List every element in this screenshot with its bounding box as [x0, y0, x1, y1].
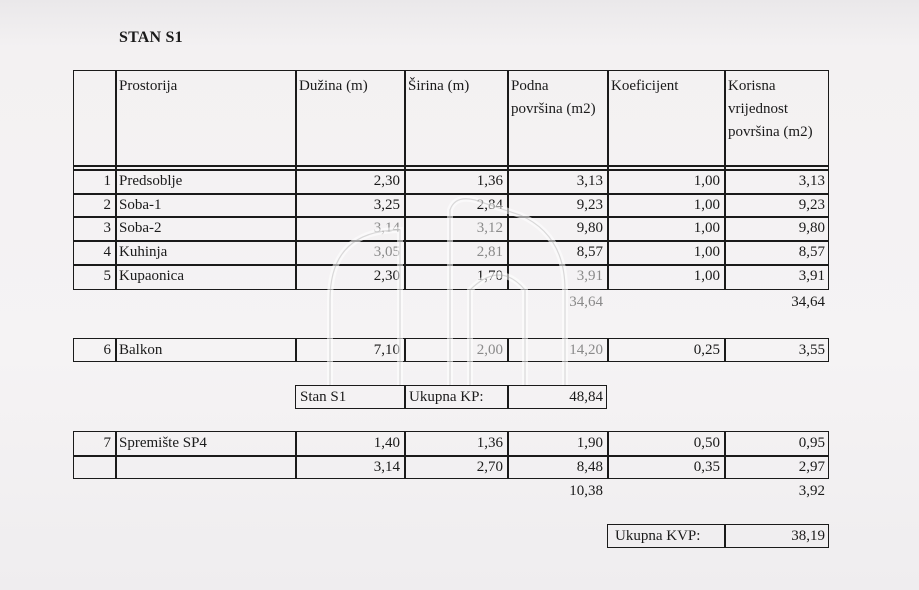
room-name: Kupaonica: [119, 268, 184, 284]
row-number: 5: [103, 268, 111, 284]
width-value: 2,00: [476, 342, 503, 358]
length-value: 3,14: [373, 220, 400, 236]
header-podna-povrsina: Podna površina (m2): [511, 78, 596, 117]
floor-area-value: 3,91: [576, 268, 603, 284]
usable-area-value: 9,23: [798, 197, 825, 213]
length-value: 1,40: [373, 435, 400, 451]
row-number: 1: [103, 173, 111, 189]
length-value: 2,30: [373, 268, 400, 284]
usable-area-subtotal: 34,64: [791, 294, 825, 310]
usable-area-value: 9,80: [798, 220, 825, 236]
coefficient-value: 1,00: [693, 244, 720, 260]
total-kvp-value: 38,19: [791, 528, 825, 544]
floor-area-value: 9,80: [576, 220, 603, 236]
length-value: 3,14: [373, 459, 400, 475]
coefficient-value: 1,00: [693, 173, 720, 189]
row-number: 7: [103, 435, 111, 451]
floor-area-value: 1,90: [576, 435, 603, 451]
width-value: 2,84: [476, 197, 503, 213]
usable-area-value: 3,55: [798, 342, 825, 358]
row-number: 2: [103, 197, 111, 213]
room-name: Spremište SP4: [119, 435, 207, 451]
room-name: Balkon: [119, 342, 163, 358]
coefficient-value: 1,00: [693, 268, 720, 284]
coefficient-value: 1,00: [693, 220, 720, 236]
floor-area-value: 9,23: [576, 197, 603, 213]
coefficient-value: 0,50: [693, 435, 720, 451]
floor-area-value: 3,13: [576, 173, 603, 189]
apartment-label: Stan S1: [300, 389, 347, 405]
length-value: 3,25: [373, 197, 400, 213]
length-value: 7,10: [373, 342, 400, 358]
header-koeficijent: Koeficijent: [611, 78, 679, 94]
length-value: 3,05: [373, 244, 400, 260]
width-value: 2,81: [476, 244, 503, 260]
floor-area-value: 8,48: [576, 459, 603, 475]
total-kp-value: 48,84: [569, 389, 603, 405]
room-name: Soba-2: [119, 220, 162, 236]
usable-area-value: 3,13: [798, 173, 825, 189]
header-sirina: Širina (m): [408, 78, 470, 94]
usable-area-value: 8,57: [798, 244, 825, 260]
coefficient-value: 0,35: [693, 459, 720, 475]
header-duzina: Dužina (m): [299, 78, 368, 94]
document-title: STAN S1: [119, 29, 183, 46]
width-value: 1,36: [476, 173, 503, 189]
length-value: 2,30: [373, 173, 400, 189]
floor-area-value: 14,20: [569, 342, 603, 358]
row-number: 3: [103, 220, 111, 236]
room-name: Soba-1: [119, 197, 162, 213]
usable-area-value: 3,91: [798, 268, 825, 284]
width-value: 1,36: [476, 435, 503, 451]
total-kp-label: Ukupna KP:: [409, 389, 484, 405]
room-name: Predsoblje: [119, 173, 183, 189]
row-number: 4: [103, 244, 111, 260]
row-number: 6: [103, 342, 111, 358]
floor-area-subtotal: 34,64: [569, 294, 603, 310]
room-name: Kuhinja: [119, 244, 168, 260]
width-value: 2,70: [476, 459, 503, 475]
usable-area-value: 2,97: [798, 459, 825, 475]
storage-floor-subtotal: 10,38: [569, 483, 603, 499]
usable-area-value: 0,95: [798, 435, 825, 451]
header-korisna-vrijednost: Korisna vrijednost površina (m2): [728, 78, 813, 140]
storage-usable-subtotal: 3,92: [798, 483, 825, 499]
header-prostorija: Prostorija: [119, 78, 178, 94]
floor-area-value: 8,57: [576, 244, 603, 260]
coefficient-value: 0,25: [693, 342, 720, 358]
width-value: 1,70: [476, 268, 503, 284]
total-kvp-label: Ukupna KVP:: [615, 528, 701, 544]
coefficient-value: 1,00: [693, 197, 720, 213]
width-value: 3,12: [476, 220, 503, 236]
